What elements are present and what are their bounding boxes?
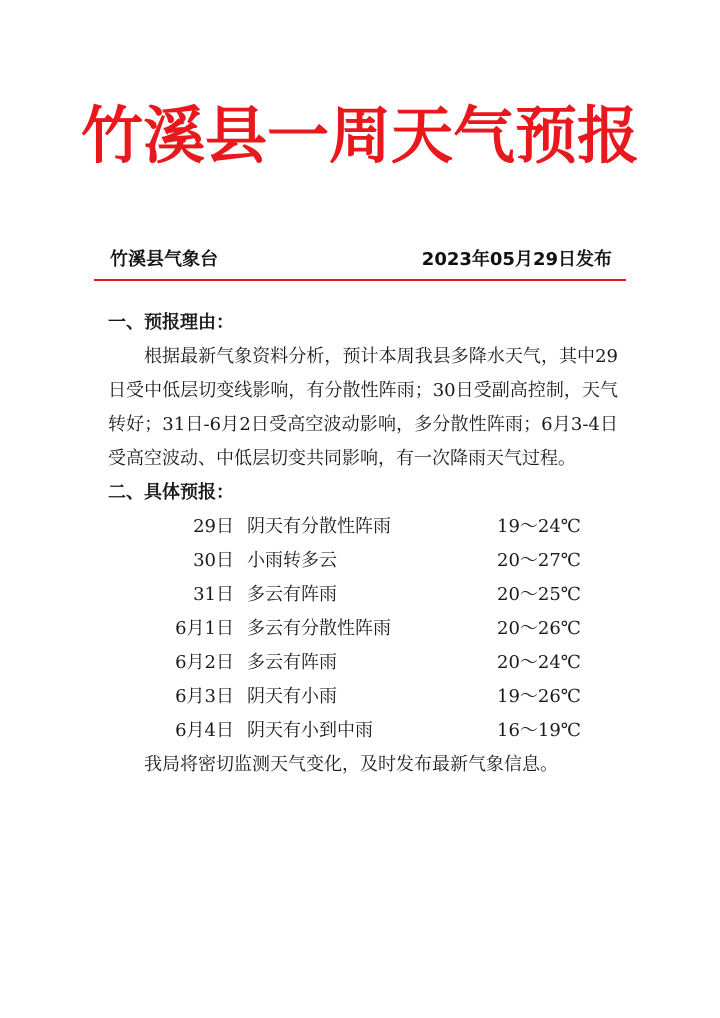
section-heading-forecast: 二、具体预报： (108, 482, 234, 503)
forecast-date: 6月2日 (175, 652, 234, 673)
issue-date: 2023年05月29日发布 (421, 249, 612, 270)
forecast-temp: 20～26℃ (497, 618, 581, 639)
issue-info (110, 246, 612, 274)
forecast-temp: 19～24℃ (497, 516, 581, 537)
forecast-row (108, 578, 618, 612)
forecast-date: 6月1日 (175, 618, 234, 639)
forecast-weather: 多云有阵雨 (247, 652, 337, 673)
forecast-row (108, 714, 618, 748)
forecast-row (108, 544, 618, 578)
forecast-temp: 19～26℃ (497, 686, 581, 707)
section-heading-reasons: 一、预报理由： (108, 312, 234, 333)
page-title: 竹溪县一周天气预报 (80, 99, 639, 172)
forecast-weather: 阴天有小到中雨 (247, 720, 373, 741)
red-divider (94, 279, 626, 281)
reasons-paragraph: 根据最新气象资料分析，预计本周我县多降水天气，其中29日受中低层切变线影响，有分散性阵雨；30日受副高控制，天气转好；31日-6月2日受高空波动影响，多分散性阵雨；6月3-4日受高空波动、中低层切变共同影响，有一次降雨天气过程。 (108, 346, 618, 469)
forecast-temp: 16～19℃ (497, 720, 581, 741)
forecast-date: 6月3日 (175, 686, 234, 707)
forecast-table (108, 510, 618, 748)
forecast-weather: 阴天有分散性阵雨 (247, 516, 391, 537)
forecast-temp: 20～25℃ (497, 584, 581, 605)
document-body (108, 306, 618, 782)
forecast-weather: 小雨转多云 (247, 550, 337, 571)
forecast-row (108, 510, 618, 544)
forecast-weather: 阴天有小雨 (247, 686, 337, 707)
forecast-weather: 多云有阵雨 (247, 584, 337, 605)
forecast-temp: 20～27℃ (497, 550, 581, 571)
forecast-date: 29日 (193, 516, 234, 537)
forecast-date: 31日 (193, 584, 234, 605)
issuer-name: 竹溪县气象台 (110, 249, 218, 270)
forecast-row (108, 646, 618, 680)
forecast-date: 6月4日 (175, 720, 234, 741)
forecast-weather: 多云有分散性阵雨 (247, 618, 391, 639)
forecast-row (108, 612, 618, 646)
forecast-date: 30日 (193, 550, 234, 571)
closing-statement: 我局将密切监测天气变化，及时发布最新气象信息。 (144, 754, 558, 775)
forecast-temp: 20～24℃ (497, 652, 581, 673)
forecast-row (108, 680, 618, 714)
